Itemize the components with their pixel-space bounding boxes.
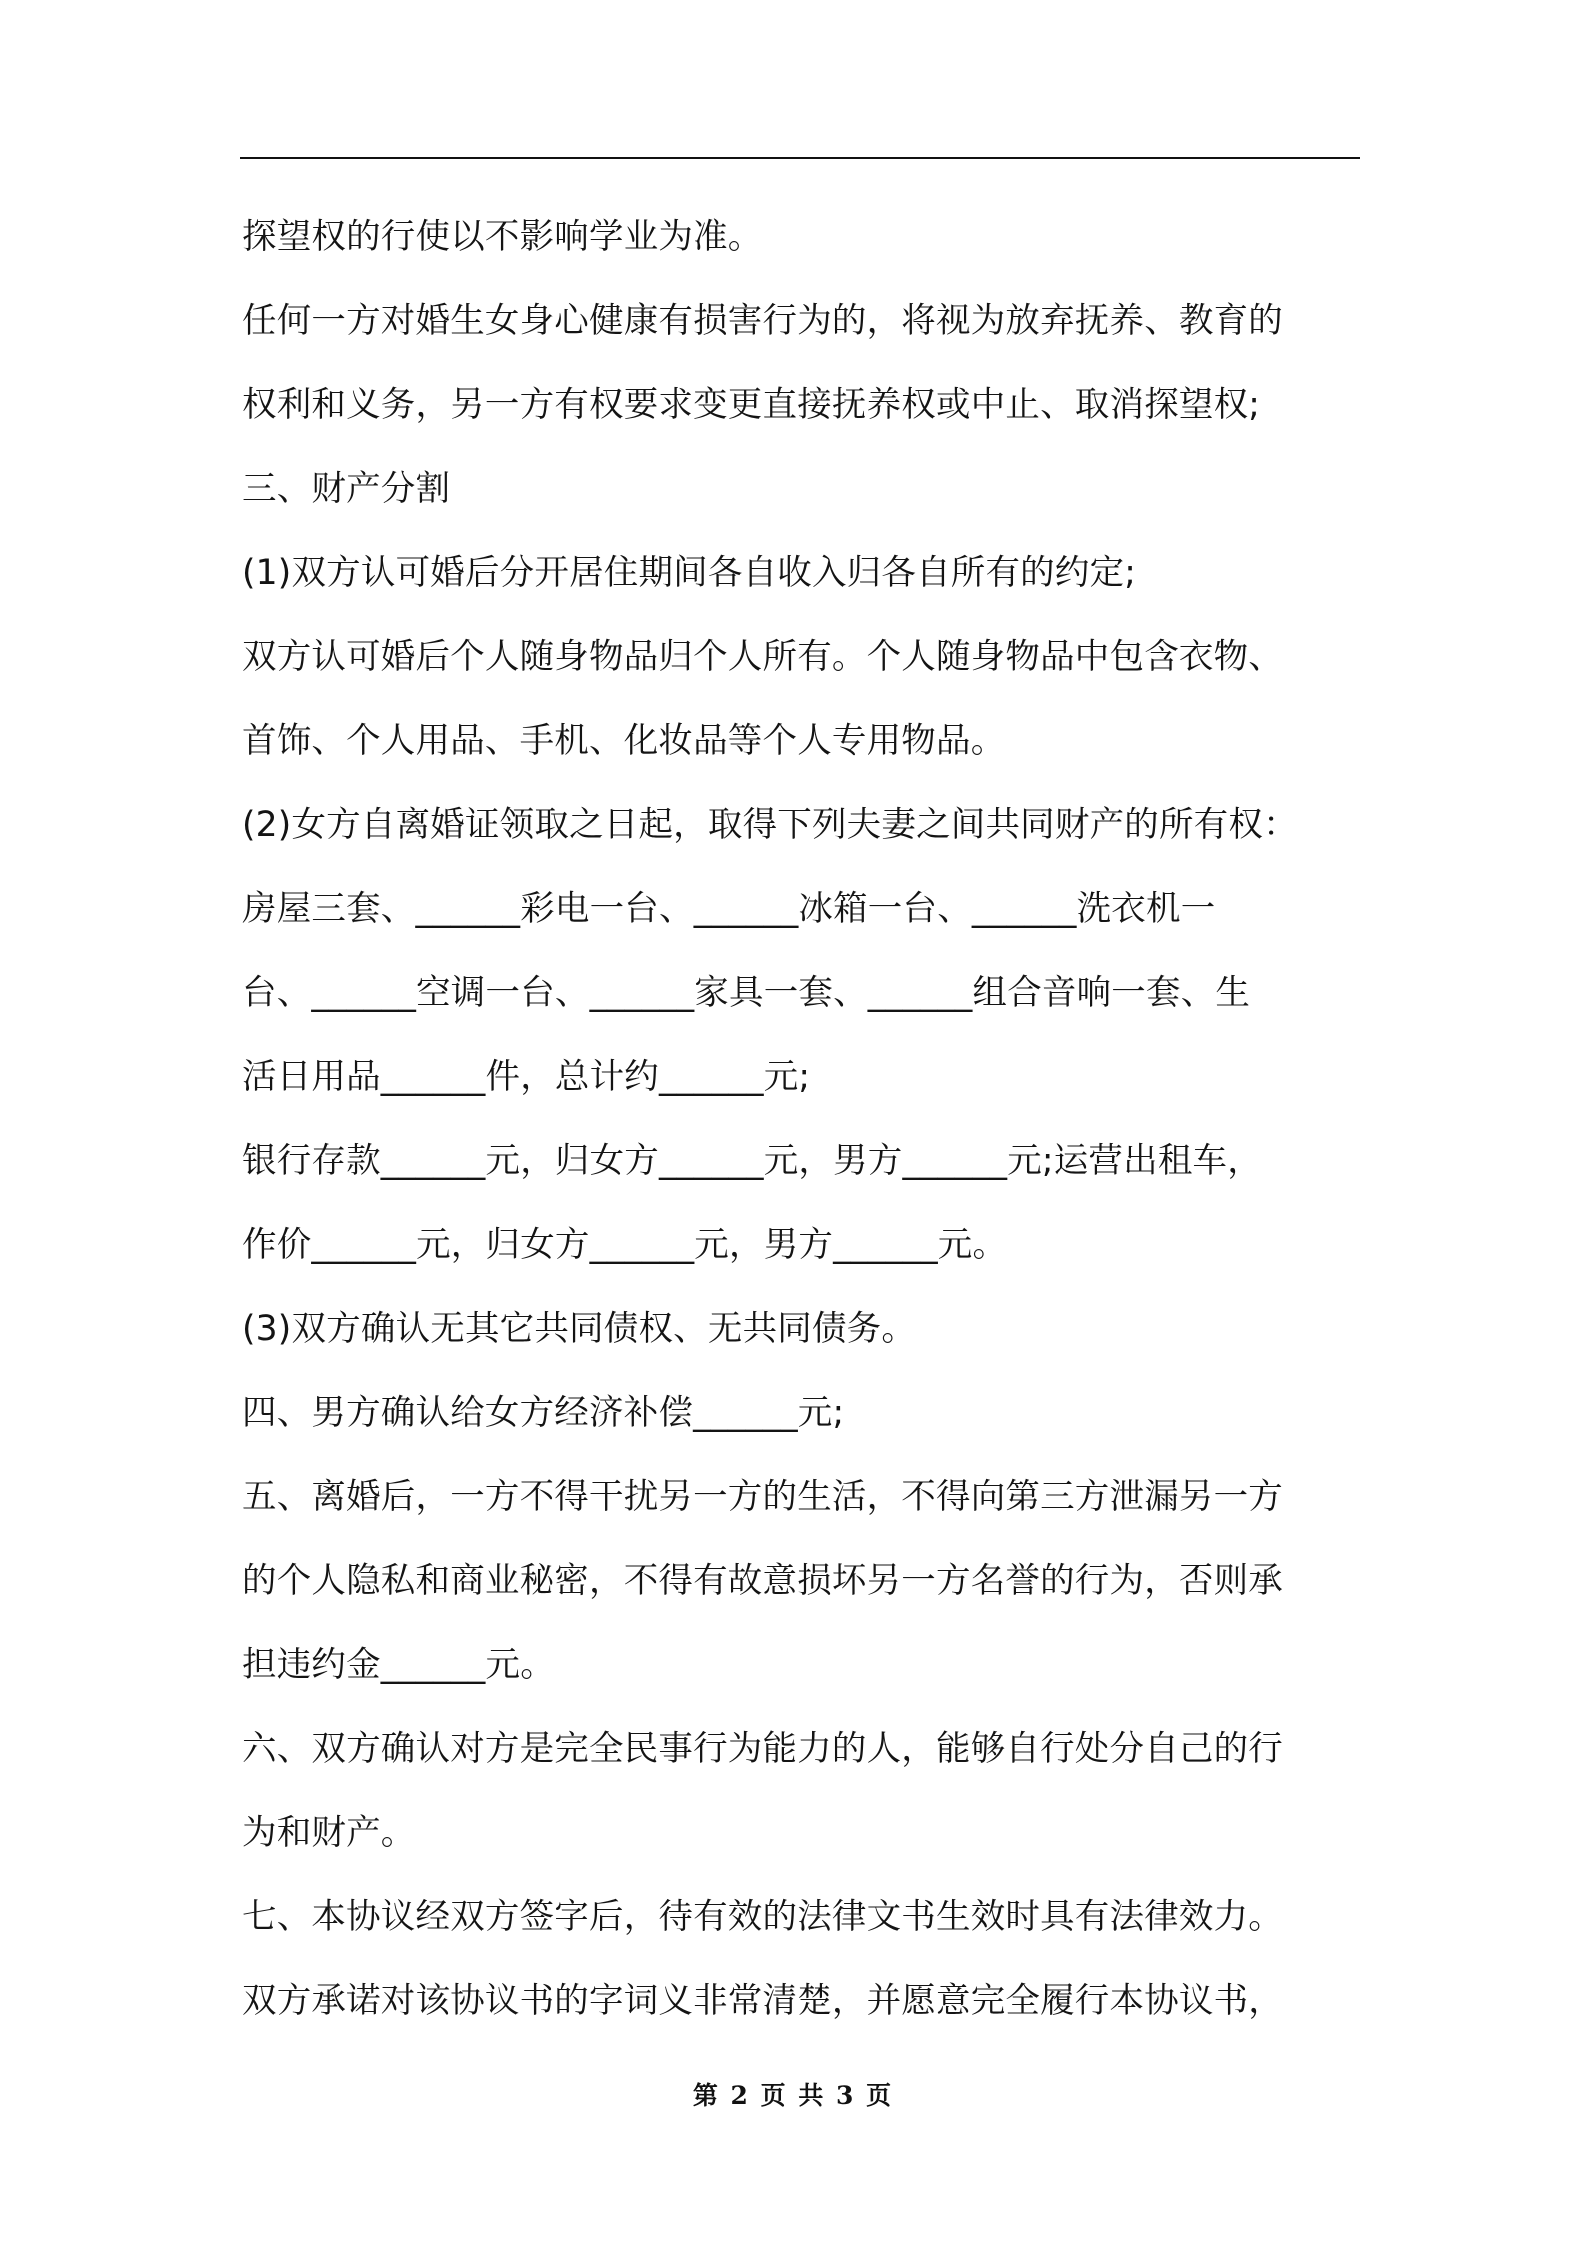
text-line: 双方承诺对该协议书的字词义非常清楚，并愿意完全履行本协议书， [242,1981,1283,2021]
text-line: 为和财产。 [242,1813,416,1853]
header-rule [240,157,1360,159]
text-line: 担违约金______元。 [242,1645,555,1685]
text-line: 探望权的行使以不影响学业为准。 [242,217,763,257]
text-line: 双方认可婚后个人随身物品归个人所有。个人随身物品中包含衣物、 [242,637,1283,677]
text-line: (1)双方认可婚后分开居住期间各自收入归各自所有的约定; [242,553,1137,593]
text-line: 台、______空调一台、______家具一套、______组合音响一套、生 [242,973,1251,1013]
text-line: 首饰、个人用品、手机、化妆品等个人专用物品。 [242,721,1006,761]
text-line: 权利和义务，另一方有权要求变更直接抚养权或中止、取消探望权; [242,385,1261,425]
text-line: 房屋三套、______彩电一台、______冰箱一台、______洗衣机一 [242,889,1216,929]
text-line: 银行存款______元，归女方______元，男方______元;运营出租车， [242,1141,1262,1181]
text-line: 活日用品______件，总计约______元; [242,1057,811,1097]
text-line: 任何一方对婚生女身心健康有损害行为的，将视为放弃抚养、教育的 [242,301,1283,341]
text-line: (3)双方确认无其它共同债权、无共同债务。 [242,1309,917,1349]
section-heading-privacy: 五、离婚后，一方不得干扰另一方的生活，不得向第三方泄漏另一方 [242,1477,1283,1517]
text-line: 的个人隐私和商业秘密，不得有故意损坏另一方名誉的行为，否则承 [242,1561,1283,1601]
document-body [242,195,1368,2043]
section-heading-property-division: 三、财产分割 [242,469,451,509]
section-heading-compensation: 四、男方确认给女方经济补偿______元; [242,1393,845,1433]
section-heading-effect: 七、本协议经双方签字后，待有效的法律文书生效时具有法律效力。 [242,1897,1283,1937]
text-line: 作价______元，归女方______元，男方______元。 [242,1225,1008,1265]
section-heading-capacity: 六、双方确认对方是完全民事行为能力的人，能够自行处分自己的行 [242,1729,1283,1769]
text-line: (2)女方自离婚证领取之日起，取得下列夫妻之间共同财产的所有权： [242,805,1298,845]
page-number-footer: 第 2 页 共 3 页 [692,2081,894,2110]
